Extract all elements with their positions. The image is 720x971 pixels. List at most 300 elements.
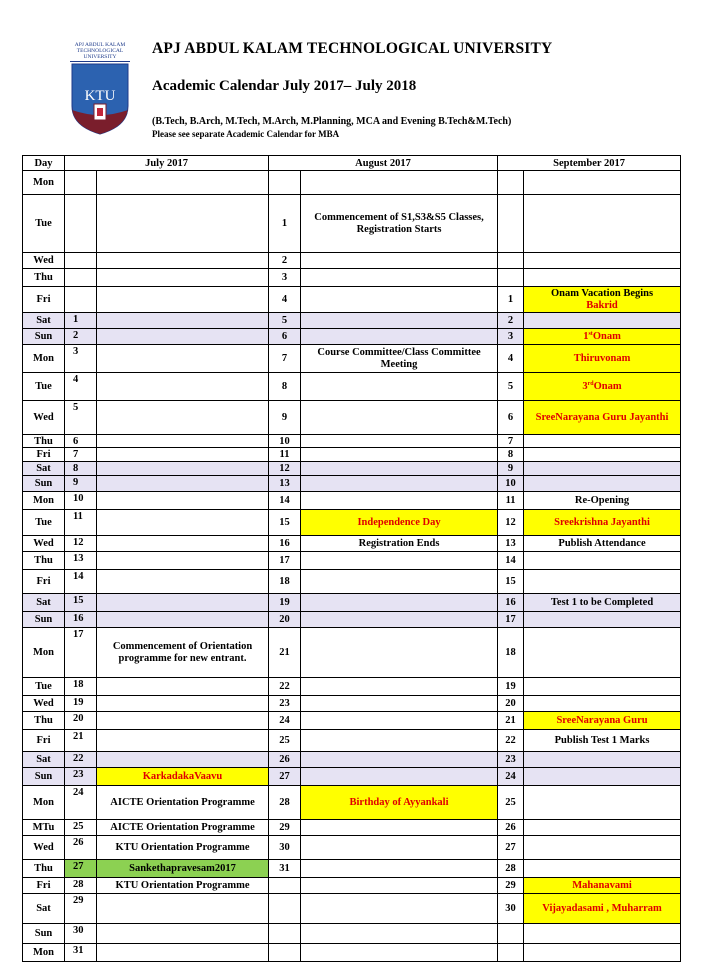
july-date: 21	[65, 730, 97, 752]
event-text: Onam	[593, 380, 622, 392]
july-event: KTU Orientation Programme	[97, 836, 269, 860]
august-event	[301, 552, 498, 570]
day-cell: Thu	[23, 860, 65, 878]
calendar-row	[23, 287, 681, 313]
july-date: 3	[65, 345, 97, 373]
calendar-row	[23, 476, 681, 492]
july-date: 6	[65, 435, 97, 448]
july-event	[97, 536, 269, 552]
day-cell: Thu	[23, 552, 65, 570]
day-cell: Thu	[23, 269, 65, 287]
september-date	[498, 195, 524, 253]
calendar-row	[23, 594, 681, 612]
september-event	[524, 628, 681, 678]
september-date	[498, 253, 524, 269]
september-event	[524, 612, 681, 628]
august-date: 1	[269, 195, 301, 253]
day-cell: Fri	[23, 448, 65, 462]
august-event: Birthday of Ayyankali	[301, 786, 498, 820]
july-date: 26	[65, 836, 97, 860]
july-event	[97, 345, 269, 373]
september-date: 23	[498, 752, 524, 768]
day-cell: Tue	[23, 678, 65, 696]
logo-letters: KTU	[84, 88, 116, 104]
july-date: 20	[65, 712, 97, 730]
day-cell: Mon	[23, 786, 65, 820]
august-event	[301, 435, 498, 448]
august-date: 7	[269, 345, 301, 373]
july-event: KTU Orientation Programme	[97, 878, 269, 894]
august-event	[301, 730, 498, 752]
calendar-body	[23, 171, 681, 962]
calendar-row	[23, 924, 681, 944]
august-event	[301, 752, 498, 768]
august-event	[301, 712, 498, 730]
july-date: 23	[65, 768, 97, 786]
day-cell: Sun	[23, 768, 65, 786]
august-date: 26	[269, 752, 301, 768]
calendar-row	[23, 462, 681, 476]
september-date: 11	[498, 492, 524, 510]
july-event	[97, 594, 269, 612]
august-date: 12	[269, 462, 301, 476]
july-event	[97, 476, 269, 492]
september-event: SreeNarayana Guru	[524, 712, 681, 730]
august-date	[269, 171, 301, 195]
august-date: 5	[269, 313, 301, 329]
calendar-row	[23, 492, 681, 510]
september-date: 14	[498, 552, 524, 570]
august-event	[301, 171, 498, 195]
july-event	[97, 712, 269, 730]
calendar-row	[23, 878, 681, 894]
august-event	[301, 373, 498, 401]
september-event	[524, 329, 681, 345]
day-cell: Sat	[23, 462, 65, 476]
calendar-row	[23, 944, 681, 962]
september-event	[524, 836, 681, 860]
september-date: 13	[498, 536, 524, 552]
august-event	[301, 329, 498, 345]
september-event	[524, 570, 681, 594]
august-event	[301, 924, 498, 944]
september-event	[524, 476, 681, 492]
july-date: 13	[65, 552, 97, 570]
ordinal-suffix: st	[588, 330, 593, 337]
mba-note: Please see separate Academic Calendar for MBA	[152, 129, 340, 139]
calendar-row	[23, 171, 681, 195]
august-date: 14	[269, 492, 301, 510]
august-date: 19	[269, 594, 301, 612]
august-event	[301, 269, 498, 287]
calendar-row	[23, 195, 681, 253]
july-event	[97, 730, 269, 752]
september-date: 17	[498, 612, 524, 628]
july-event: AICTE Orientation Programme	[97, 786, 269, 820]
day-cell: Tue	[23, 510, 65, 536]
day-cell: Fri	[23, 730, 65, 752]
day-cell: Wed	[23, 401, 65, 435]
july-event	[97, 313, 269, 329]
august-date: 30	[269, 836, 301, 860]
september-date: 1	[498, 287, 524, 313]
september-date	[498, 944, 524, 962]
september-event: Re-Opening	[524, 492, 681, 510]
july-date: 9	[65, 476, 97, 492]
day-cell: Fri	[23, 570, 65, 594]
september-date: 18	[498, 628, 524, 678]
july-event	[97, 253, 269, 269]
august-date: 16	[269, 536, 301, 552]
calendar-row	[23, 752, 681, 768]
calendar-row	[23, 820, 681, 836]
july-date	[65, 269, 97, 287]
day-cell: Tue	[23, 195, 65, 253]
day-cell: Thu	[23, 712, 65, 730]
day-cell: Wed	[23, 253, 65, 269]
header-row	[23, 156, 681, 171]
document-header	[0, 0, 720, 155]
calendar-row	[23, 253, 681, 269]
august-event	[301, 448, 498, 462]
september-event: SreeNarayana Guru Jayanthi	[524, 401, 681, 435]
calendar-row	[23, 329, 681, 345]
august-date: 13	[269, 476, 301, 492]
august-date: 2	[269, 253, 301, 269]
september-date: 29	[498, 878, 524, 894]
september-event: Test 1 to be Completed	[524, 594, 681, 612]
july-date: 10	[65, 492, 97, 510]
july-event	[97, 924, 269, 944]
september-date: 26	[498, 820, 524, 836]
september-date: 30	[498, 894, 524, 924]
day-cell: Mon	[23, 171, 65, 195]
september-event	[524, 313, 681, 329]
july-date	[65, 287, 97, 313]
logo-text-line: UNIVERSITY	[83, 54, 117, 60]
day-cell: Thu	[23, 435, 65, 448]
august-event	[301, 570, 498, 594]
september-date: 3	[498, 329, 524, 345]
day-cell: Wed	[23, 536, 65, 552]
july-date: 7	[65, 448, 97, 462]
day-cell: Mon	[23, 492, 65, 510]
july-date: 28	[65, 878, 97, 894]
august-date: 18	[269, 570, 301, 594]
september-event: Publish Test 1 Marks	[524, 730, 681, 752]
august-date: 24	[269, 712, 301, 730]
august-event	[301, 462, 498, 476]
september-date	[498, 924, 524, 944]
september-event	[524, 195, 681, 253]
july-event	[97, 435, 269, 448]
calendar-row	[23, 345, 681, 373]
july-date: 17	[65, 628, 97, 678]
july-event	[97, 329, 269, 345]
july-event	[97, 401, 269, 435]
august-event: Registration Ends	[301, 536, 498, 552]
july-date: 25	[65, 820, 97, 836]
august-event	[301, 860, 498, 878]
september-date: 5	[498, 373, 524, 401]
july-date: 22	[65, 752, 97, 768]
day-cell: Sun	[23, 612, 65, 628]
august-date	[269, 878, 301, 894]
august-date: 23	[269, 696, 301, 712]
august-date: 8	[269, 373, 301, 401]
july-event: KarkadakaVaavu	[97, 768, 269, 786]
september-date: 4	[498, 345, 524, 373]
september-event	[524, 373, 681, 401]
september-event	[524, 287, 681, 313]
august-event	[301, 401, 498, 435]
logo-text-line: TECHNOLOGICAL	[76, 48, 124, 54]
september-event: Thiruvonam	[524, 345, 681, 373]
august-date: 29	[269, 820, 301, 836]
university-name: APJ ABDUL KALAM TECHNOLOGICAL UNIVERSITY	[152, 40, 553, 57]
july-event	[97, 678, 269, 696]
calendar-row	[23, 269, 681, 287]
day-cell: Mon	[23, 345, 65, 373]
august-event	[301, 768, 498, 786]
july-event	[97, 269, 269, 287]
august-event: Course Committee/Class Committee Meeting	[301, 345, 498, 373]
august-event: Independence Day	[301, 510, 498, 536]
july-event	[97, 492, 269, 510]
calendar-row	[23, 313, 681, 329]
september-event	[524, 253, 681, 269]
july-event: Commencement of Orientation programme for new entrant.	[97, 628, 269, 678]
september-date: 21	[498, 712, 524, 730]
september-event	[524, 820, 681, 836]
july-event	[97, 195, 269, 253]
calendar-row	[23, 570, 681, 594]
calendar-row	[23, 786, 681, 820]
calendar-row	[23, 401, 681, 435]
september-event	[524, 768, 681, 786]
day-cell: Sat	[23, 594, 65, 612]
august-date: 20	[269, 612, 301, 628]
july-date	[65, 253, 97, 269]
september-date: 19	[498, 678, 524, 696]
day-cell: Fri	[23, 287, 65, 313]
event-text-secondary: Bakrid	[586, 299, 618, 311]
september-date: 20	[498, 696, 524, 712]
august-event	[301, 836, 498, 860]
september-date: 28	[498, 860, 524, 878]
july-date: 12	[65, 536, 97, 552]
august-date	[269, 894, 301, 924]
july-event	[97, 171, 269, 195]
august-date: 27	[269, 768, 301, 786]
academic-calendar-table	[22, 155, 681, 962]
col-header-day: Day	[23, 156, 65, 171]
july-date: 29	[65, 894, 97, 924]
day-cell: Sun	[23, 924, 65, 944]
august-date	[269, 944, 301, 962]
august-event	[301, 894, 498, 924]
august-date: 17	[269, 552, 301, 570]
calendar-row	[23, 536, 681, 552]
calendar-row	[23, 628, 681, 678]
september-date: 22	[498, 730, 524, 752]
july-date: 31	[65, 944, 97, 962]
august-event	[301, 696, 498, 712]
calendar-row	[23, 435, 681, 448]
event-text: 3	[582, 380, 588, 392]
september-date	[498, 171, 524, 195]
july-event	[97, 373, 269, 401]
july-event	[97, 570, 269, 594]
september-event	[524, 944, 681, 962]
september-event: Publish Attendance	[524, 536, 681, 552]
july-event	[97, 462, 269, 476]
august-date: 10	[269, 435, 301, 448]
august-event	[301, 820, 498, 836]
logo-caption	[70, 42, 130, 60]
event-text: Onam	[592, 330, 621, 342]
col-header-july: July 2017	[65, 156, 269, 171]
august-date: 9	[269, 401, 301, 435]
september-event: Sreekrishna Jayanthi	[524, 510, 681, 536]
calendar-row	[23, 448, 681, 462]
day-cell: Sat	[23, 752, 65, 768]
august-date: 28	[269, 786, 301, 820]
august-event	[301, 253, 498, 269]
ordinal-suffix: rd	[587, 380, 594, 387]
september-date: 10	[498, 476, 524, 492]
august-date: 4	[269, 287, 301, 313]
july-event	[97, 612, 269, 628]
august-date: 6	[269, 329, 301, 345]
calendar-row	[23, 894, 681, 924]
july-date: 15	[65, 594, 97, 612]
september-date: 12	[498, 510, 524, 536]
august-event	[301, 287, 498, 313]
july-event	[97, 552, 269, 570]
september-date: 15	[498, 570, 524, 594]
september-event: Mahanavami	[524, 878, 681, 894]
calendar-row	[23, 678, 681, 696]
july-event	[97, 287, 269, 313]
calendar-row	[23, 860, 681, 878]
september-event	[524, 678, 681, 696]
july-date: 5	[65, 401, 97, 435]
september-date: 7	[498, 435, 524, 448]
calendar-row	[23, 373, 681, 401]
august-date: 31	[269, 860, 301, 878]
july-date	[65, 195, 97, 253]
september-event	[524, 462, 681, 476]
july-event: Sankethapravesam2017	[97, 860, 269, 878]
september-event	[524, 171, 681, 195]
august-date: 25	[269, 730, 301, 752]
september-date: 16	[498, 594, 524, 612]
august-event	[301, 594, 498, 612]
july-date: 14	[65, 570, 97, 594]
september-date	[498, 269, 524, 287]
august-date: 3	[269, 269, 301, 287]
september-date: 2	[498, 313, 524, 329]
september-date: 27	[498, 836, 524, 860]
calendar-row	[23, 696, 681, 712]
page-title: Academic Calendar July 2017– July 2018	[152, 78, 417, 94]
july-event	[97, 944, 269, 962]
july-event: AICTE Orientation Programme	[97, 820, 269, 836]
july-date	[65, 171, 97, 195]
july-date: 4	[65, 373, 97, 401]
august-date	[269, 924, 301, 944]
september-date: 9	[498, 462, 524, 476]
august-date: 15	[269, 510, 301, 536]
july-event	[97, 696, 269, 712]
july-date: 18	[65, 678, 97, 696]
july-event	[97, 510, 269, 536]
july-date: 27	[65, 860, 97, 878]
calendar-row	[23, 768, 681, 786]
september-event	[524, 696, 681, 712]
day-cell: Wed	[23, 836, 65, 860]
july-event	[97, 894, 269, 924]
july-event	[97, 752, 269, 768]
august-date: 11	[269, 448, 301, 462]
september-event: Vijayadasami , Muharram	[524, 894, 681, 924]
july-date: 2	[65, 329, 97, 345]
july-event	[97, 448, 269, 462]
col-header-september: September 2017	[498, 156, 681, 171]
july-date: 16	[65, 612, 97, 628]
july-date: 8	[65, 462, 97, 476]
august-event	[301, 878, 498, 894]
september-date: 25	[498, 786, 524, 820]
programs-note: (B.Tech, B.Arch, M.Tech, M.Arch, M.Planning, MCA and Evening B.Tech&M.Tech)	[152, 116, 512, 127]
day-cell: Tue	[23, 373, 65, 401]
september-event	[524, 448, 681, 462]
july-date: 1	[65, 313, 97, 329]
shield-icon	[70, 62, 130, 136]
september-event	[524, 269, 681, 287]
day-cell: Mon	[23, 628, 65, 678]
july-date: 24	[65, 786, 97, 820]
august-event	[301, 944, 498, 962]
july-date: 30	[65, 924, 97, 944]
day-cell: Sat	[23, 894, 65, 924]
day-cell: Sun	[23, 476, 65, 492]
event-text: Onam Vacation Begins	[550, 287, 654, 299]
august-event	[301, 492, 498, 510]
september-event	[524, 786, 681, 820]
july-date: 19	[65, 696, 97, 712]
september-event	[524, 752, 681, 768]
day-cell: Sat	[23, 313, 65, 329]
september-date: 6	[498, 401, 524, 435]
august-event	[301, 628, 498, 678]
september-event	[524, 860, 681, 878]
september-event	[524, 435, 681, 448]
august-event	[301, 678, 498, 696]
august-date: 22	[269, 678, 301, 696]
calendar-row	[23, 510, 681, 536]
august-date: 21	[269, 628, 301, 678]
july-date: 11	[65, 510, 97, 536]
september-event	[524, 552, 681, 570]
calendar-row	[23, 552, 681, 570]
calendar-row	[23, 836, 681, 860]
logo-text-line: APJ ABDUL KALAM	[74, 42, 126, 48]
day-cell: Mon	[23, 944, 65, 962]
september-date: 24	[498, 768, 524, 786]
day-cell: Sun	[23, 329, 65, 345]
